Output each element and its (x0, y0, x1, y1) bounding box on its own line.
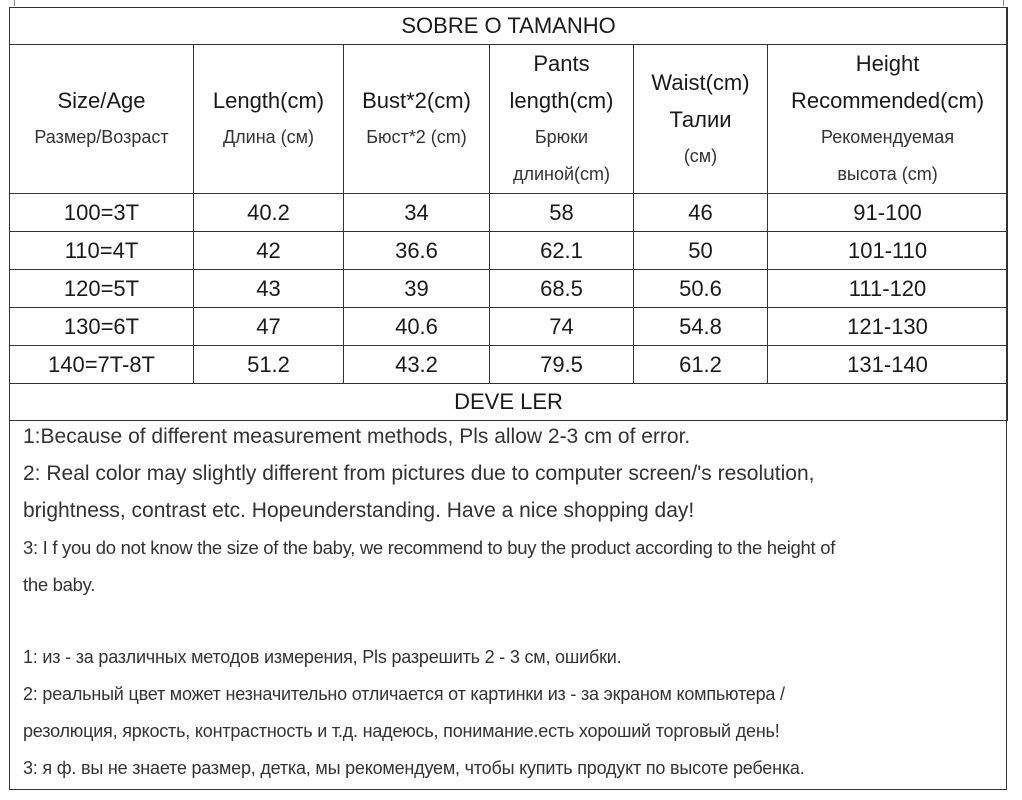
cell-bust: 43.2 (344, 346, 490, 384)
cell-length: 51.2 (194, 346, 344, 384)
header-height: Height Recommended(cm) Рекомендуемая высота (cm) (768, 45, 1008, 194)
cell-height: 101-110 (768, 232, 1008, 270)
cell-bust: 36.6 (344, 232, 490, 270)
cell-waist: 61.2 (634, 346, 768, 384)
table-row (10, 270, 1008, 308)
cell-waist: 54.8 (634, 308, 768, 346)
note-line-ru: 1: из - за различных методов измерения, Pls разрешить 2 - 3 см, ошибки. (23, 647, 622, 667)
cell-size: 120=5T (10, 270, 194, 308)
cell-size: 100=3T (10, 194, 194, 232)
cell-bust: 40.6 (344, 308, 490, 346)
note-line: brightness, contrast etc. Hopeunderstanding. Have a nice shopping day! (23, 499, 695, 522)
note-line: 1:Because of different measurement methods, Pls allow 2-3 cm of error. (23, 425, 691, 448)
top-border-lines (14, 0, 1004, 6)
note-line-ru: 3: я ф. вы не знаете размер, детка, мы рекомендуем, чтобы купить продукт по высоте ребенка. (23, 758, 805, 778)
note-line: 2: Real color may slightly different from pictures due to computer screen/'s resolution, (23, 462, 815, 485)
note-line-ru: 2: реальный цвет может незначительно отличается от картинки из - за экраном компьютера / (23, 684, 785, 704)
cell-pants: 74 (490, 308, 634, 346)
header-pants-length: Pants length(cm) Брюки длиной(cm) (490, 45, 634, 194)
header-size-age: Size/Age Размер/Возраст (10, 45, 194, 194)
cell-bust: 34 (344, 194, 490, 232)
cell-waist: 50 (634, 232, 768, 270)
header-waist: Waist(cm) Талии (см) (634, 45, 768, 194)
header-length: Length(cm) Длина (см) (194, 45, 344, 194)
table-row (10, 232, 1008, 270)
table-row (10, 308, 1008, 346)
note-line-ru: резолюция, яркость, контрастность и т.д. надеюсь, понимание.есть хороший торговый день! (23, 721, 780, 741)
cell-bust: 39 (344, 270, 490, 308)
note-line: the baby. (23, 574, 96, 595)
size-chart-table (9, 7, 1008, 421)
cell-size: 140=7T-8T (10, 346, 194, 384)
cell-waist: 46 (634, 194, 768, 232)
cell-size: 110=4T (10, 232, 194, 270)
cell-length: 40.2 (194, 194, 344, 232)
cell-size: 130=6T (10, 308, 194, 346)
cell-pants: 62.1 (490, 232, 634, 270)
notes-russian (23, 639, 998, 787)
cell-length: 43 (194, 270, 344, 308)
header-bust: Bust*2(cm) Бюст*2 (cm) (344, 45, 490, 194)
header-row (10, 45, 1008, 194)
table-row (10, 346, 1008, 384)
cell-pants: 58 (490, 194, 634, 232)
cell-pants: 68.5 (490, 270, 634, 308)
notes-block (23, 418, 998, 787)
cell-height: 131-140 (768, 346, 1008, 384)
cell-waist: 50.6 (634, 270, 768, 308)
table-title: SOBRE O TAMANHO (10, 8, 1008, 45)
cell-height: 121-130 (768, 308, 1008, 346)
section-title: DEVE LER (10, 384, 1008, 421)
cell-height: 91-100 (768, 194, 1008, 232)
table-row (10, 194, 1008, 232)
cell-length: 47 (194, 308, 344, 346)
cell-height: 111-120 (768, 270, 1008, 308)
cell-length: 42 (194, 232, 344, 270)
note-line: 3: I f you do not know the size of the baby, we recommend to buy the product according to the height of (23, 537, 836, 558)
cell-pants: 79.5 (490, 346, 634, 384)
